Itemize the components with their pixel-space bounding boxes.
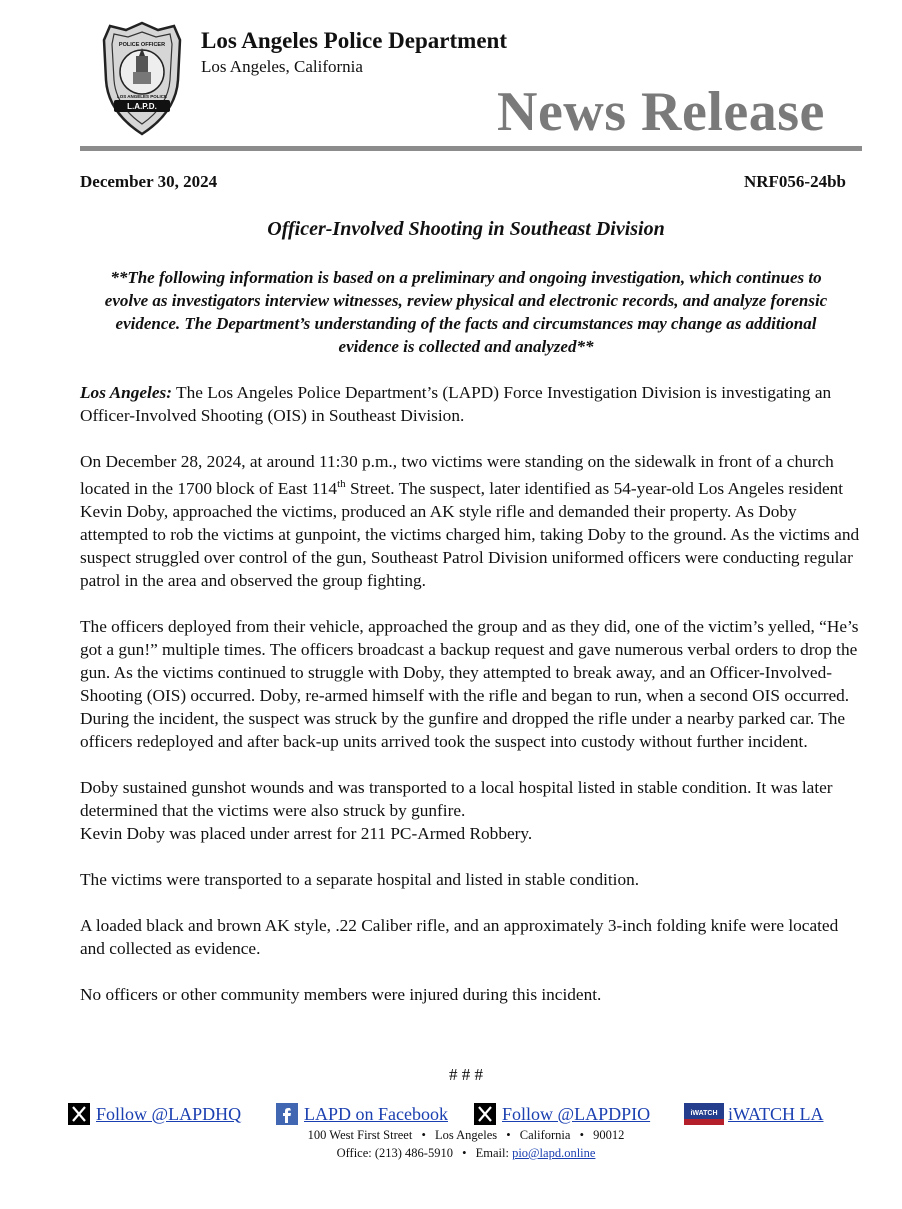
end-mark: # # # bbox=[449, 1065, 483, 1084]
facebook-link[interactable]: LAPD on Facebook bbox=[304, 1103, 448, 1124]
footer-city: Los Angeles bbox=[434, 1128, 498, 1142]
bullet-separator: • bbox=[421, 1128, 426, 1142]
lapd-badge-logo bbox=[100, 20, 184, 138]
paragraph-arrest: Kevin Doby was placed under arrest for 211 PC-Armed Robbery. bbox=[80, 823, 533, 843]
social-twitter-hq[interactable] bbox=[68, 1101, 241, 1127]
footer-state: California bbox=[519, 1128, 571, 1142]
twitter-pio-link[interactable]: Follow @LAPDPIO bbox=[502, 1103, 651, 1124]
paragraph-victims: The victims were transported to a separate hospital and listed in stable condition. bbox=[80, 869, 640, 889]
incident-text-b: Street. The suspect, later identified as 54-year-old Los Angeles resident Kevin Doby, approached the victims, produced an AK style rifle and demanded their property. As Doby attempted to rob the victims at gunpoint, the victims charged him, taking Doby to the ground. As the victims and suspect struggled over control of the gun, Southeast Patrol Division uniformed officers were conducting regular patrol in the area and observed the group fighting. bbox=[80, 478, 860, 590]
incident-text-a: On December 28, 2024, at around 11:30 p.m., two victims were standing on the sidewalk in front of a church located in the 1700 block of East 114 bbox=[80, 452, 834, 498]
iwatch-link[interactable]: iWATCH LA bbox=[728, 1103, 824, 1124]
paragraph-injuries: Doby sustained gunshot wounds and was transported to a local hospital listed in stable condition. It was later determined that the victims were also struck by gunfire. bbox=[80, 777, 833, 820]
paragraph-incident bbox=[80, 450, 862, 592]
badge-top-text: POLICE OFFICER bbox=[118, 42, 166, 48]
paragraph-closing: No officers or other community members were injured during this incident. bbox=[80, 984, 602, 1004]
bullet-separator: • bbox=[462, 1146, 467, 1160]
bullet-separator: • bbox=[506, 1128, 511, 1142]
org-name: Los Angeles Police Department bbox=[201, 28, 507, 53]
dateline: Los Angeles: bbox=[80, 383, 173, 402]
social-facebook[interactable] bbox=[276, 1101, 448, 1127]
badge-lapd-text: L.A.P.D. bbox=[127, 102, 157, 111]
footer-zip: 90012 bbox=[593, 1128, 625, 1142]
paragraph-officers: The officers deployed from their vehicle, approached the group and as they did, one of the victim’s yelled, “He’s got a gun!” multiple times. The officers broadcast a backup request and gave numerous verbal orders to drop the gun. As the victims continued to struggle with Doby, they attempted to break away, and an Officer-Involved-Shooting (OIS) occurred. Doby, re-armed himself with the rifle and began to run, when a second OIS occurred. During the incident, the suspect was struck by the gunfire and dropped the rifle under a nearby parked car. The officers redeployed and after back-up units arrived took the suspect into custody without further incident. bbox=[80, 616, 859, 751]
badge-bottom-text: LOS ANGELES POLICE bbox=[116, 94, 168, 99]
social-twitter-pio[interactable] bbox=[474, 1101, 650, 1127]
footer-office-phone: Office: (213) 486-5910 bbox=[336, 1146, 453, 1160]
footer-street: 100 West First Street bbox=[307, 1128, 413, 1142]
doc-type-heading: News Release bbox=[497, 81, 825, 143]
footer-email-label: Email: bbox=[475, 1146, 509, 1160]
footer-address bbox=[0, 1128, 902, 1143]
header-divider bbox=[80, 146, 862, 151]
release-title: Officer-Involved Shooting in Southeast Division bbox=[267, 218, 665, 240]
x-logo-icon bbox=[68, 1103, 90, 1125]
facebook-logo-icon bbox=[276, 1103, 298, 1125]
release-body bbox=[80, 381, 862, 1029]
twitter-hq-link[interactable]: Follow @LAPDHQ bbox=[96, 1103, 242, 1124]
bullet-separator: • bbox=[579, 1128, 584, 1142]
iwatch-badge-text: iWATCH bbox=[690, 1110, 718, 1117]
x-logo-icon bbox=[474, 1103, 496, 1125]
social-iwatch[interactable] bbox=[684, 1101, 824, 1127]
org-city: Los Angeles, California bbox=[201, 57, 363, 76]
ordinal-suffix: th bbox=[337, 478, 346, 490]
paragraph-intro bbox=[80, 381, 862, 427]
intro-text: The Los Angeles Police Department’s (LAPD) Force Investigation Division is investigating an Officer-Involved Shooting (OIS) in Southeast Division. bbox=[80, 383, 832, 425]
footer-contact bbox=[0, 1146, 902, 1161]
release-date: December 30, 2024 bbox=[80, 172, 218, 191]
paragraph-evidence: A loaded black and brown AK style, .22 Caliber rifle, and an approximately 3-inch folding knife were located and collected as evidence. bbox=[80, 915, 839, 958]
iwatch-logo-icon bbox=[684, 1103, 724, 1125]
footer-email-link[interactable]: pio@lapd.online bbox=[512, 1146, 596, 1160]
disclaimer: **The following information is based on a preliminary and ongoing investigation, which continues to evolve as investigators interview witnesses, review physical and electronic records, and analyze forensic evidence. The Department’s understanding of the facts and circumstances may change as additional evidence is collected and analyzed** bbox=[104, 268, 828, 356]
release-number: NRF056-24bb bbox=[743, 172, 846, 191]
